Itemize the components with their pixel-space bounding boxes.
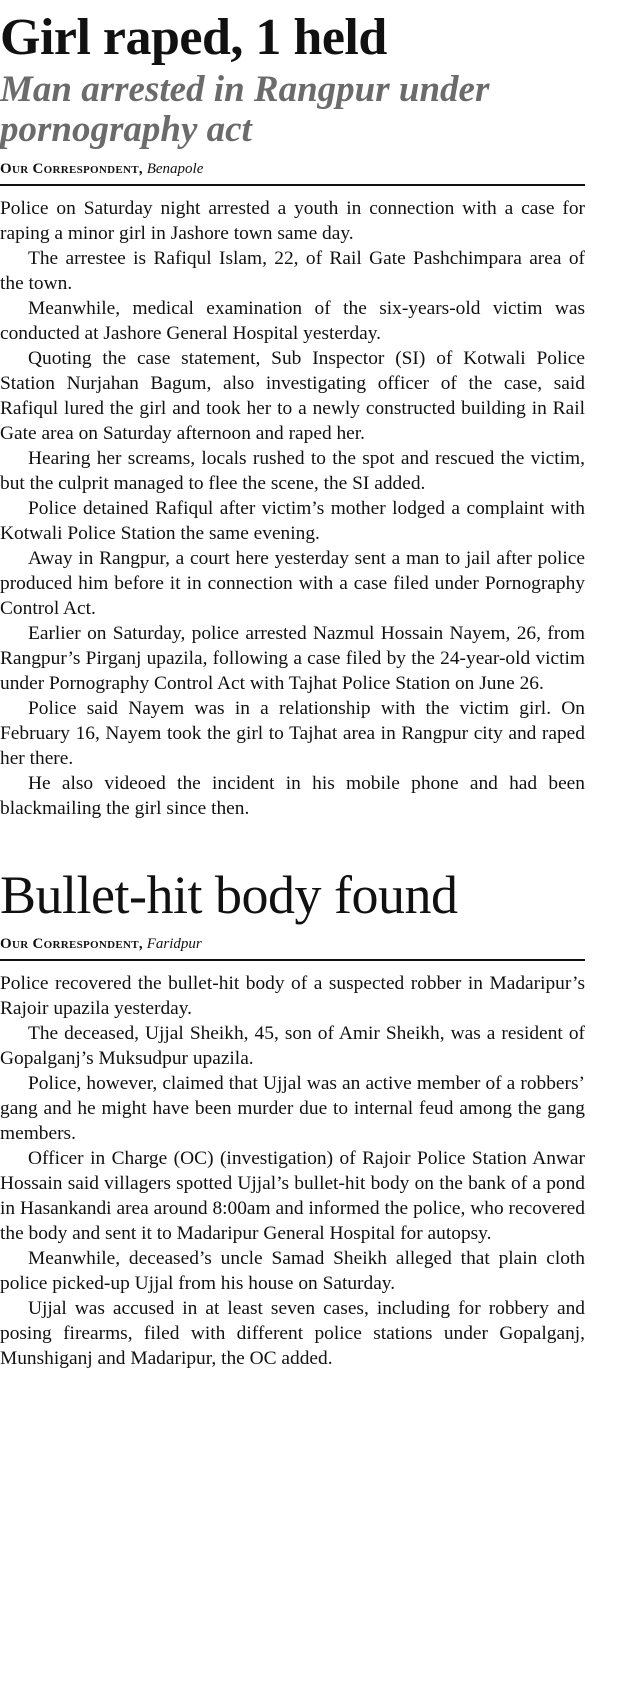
paragraph: He also videoed the incident in his mobile phone and had been blackmailing the girl since then. [0,773,585,819]
story-girl-raped [0,9,585,821]
article-body [0,971,585,1371]
paragraph: Officer in Charge (OC) (investigation) of Rajoir Police Station Anwar Hossain said villagers spotted Ujjal’s bullet-hit body on the bank of a pond in Hasankandi area around 8:00am and informed the police, who recovered the body and sent it to Madaripur General Hospital for autopsy. [0,1148,585,1244]
headline: Bullet-hit body found [0,865,458,925]
article-body [0,196,585,821]
byline-place: Faridpur [146,936,202,952]
paragraph: Away in Rangpur, a court here yesterday sent a man to jail after police produced him before it in connection with a case filed under Pornography Control Act. [0,548,585,619]
headline: Girl raped, 1 held [0,9,387,66]
story-bullet-hit-body [0,865,585,1371]
byline-author: Our Correspondent, [0,161,143,177]
paragraph: Meanwhile, deceased’s uncle Samad Sheikh alleged that plain cloth police picked-up Ujjal from his house on Saturday. [0,1248,585,1294]
paragraph: Earlier on Saturday, police arrested Nazmul Hossain Nayem, 26, from Rangpur’s Pirganj upazila, following a case filed by the 24-year-old victim under Pornography Control Act with Tajhat Police Station on June 26. [0,623,585,694]
paragraph: Quoting the case statement, Sub Inspector (SI) of Kotwali Police Station Nurjahan Bagum, also investigating officer of the case, said Rafiqul lured the girl and took her to a newly constructed building in Rail Gate area on Saturday afternoon and raped her. [0,348,585,444]
paragraph: Police recovered the bullet-hit body of a suspected robber in Madaripur’s Rajoir upazila yesterday. [0,973,585,1019]
paragraph: Ujjal was accused in at least seven cases, including for robbery and posing firearms, filed with different police stations under Gopalganj, Munshiganj and Madaripur, the OC added. [0,1298,585,1369]
paragraph: The deceased, Ujjal Sheikh, 45, son of Amir Sheikh, was a resident of Gopalganj’s Muksudpur upazila. [0,1023,585,1069]
subheadline: Man arrested in Rangpur under pornography act [0,69,490,150]
paragraph: The arrestee is Rafiqul Islam, 22, of Rail Gate Pashchimpara area of the town. [0,248,585,294]
paragraph: Police, however, claimed that Ujjal was an active member of a robbers’ gang and he might have been murder due to internal feud among the gang members. [0,1073,585,1144]
byline-place: Benapole [146,161,204,177]
byline-author: Our Correspondent, [0,936,143,952]
paragraph: Police detained Rafiqul after victim’s mother lodged a complaint with Kotwali Police Station the same evening. [0,498,585,544]
byline [0,160,585,186]
paragraph: Police said Nayem was in a relationship with the victim girl. On February 16, Nayem took the girl to Tajhat area in Rangpur city and raped her there. [0,698,585,769]
paragraph: Hearing her screams, locals rushed to the spot and rescued the victim, but the culprit managed to flee the scene, the SI added. [0,448,585,494]
paragraph: Police on Saturday night arrested a youth in connection with a case for raping a minor girl in Jashore town same day. [0,198,585,244]
paragraph: Meanwhile, medical examination of the six-years-old victim was conducted at Jashore General Hospital yesterday. [0,298,585,344]
byline [0,935,585,961]
